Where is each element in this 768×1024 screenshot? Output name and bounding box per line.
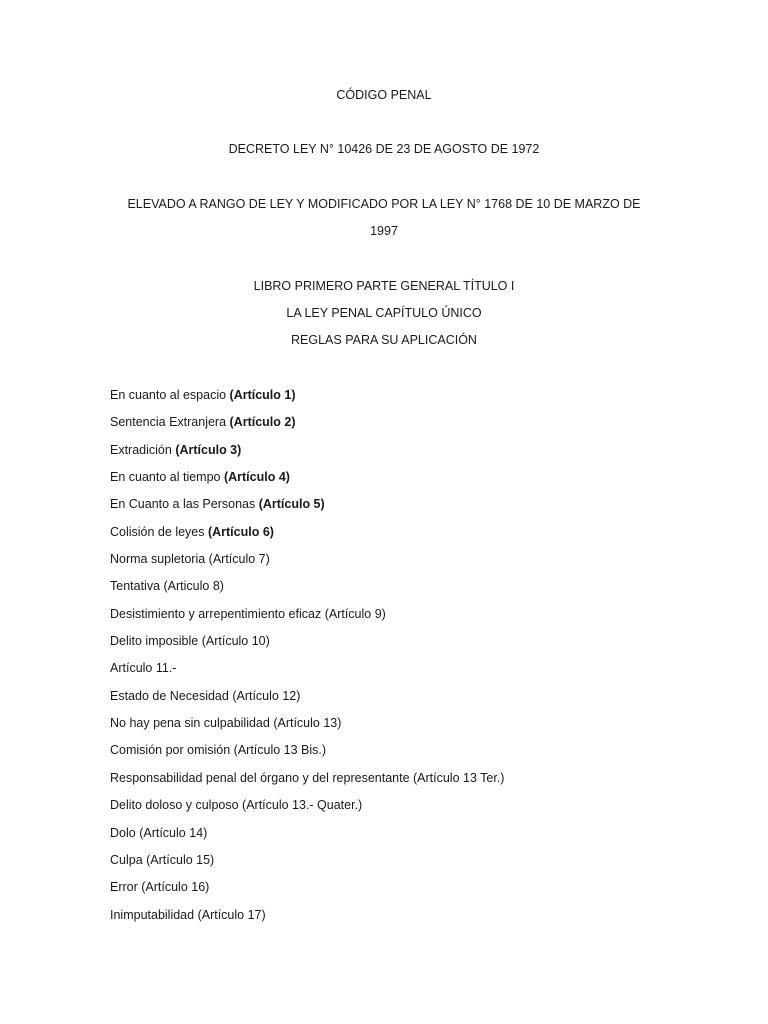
decree-line: DECRETO LEY N° 10426 DE 23 DE AGOSTO DE 1972 [228, 142, 540, 156]
book-heading: LIBRO PRIMERO PARTE GENERAL TÍTULO I [253, 279, 515, 293]
list-item [110, 441, 504, 468]
elevated-line-1: ELEVADO A RANGO DE LEY Y MODIFICADO POR LA LEY N° 1768 DE 10 DE MARZO DE [127, 197, 641, 211]
article-reference: (Artículo 16) [141, 880, 210, 895]
item-label: Artículo 11.- [110, 661, 177, 676]
article-list [110, 386, 504, 933]
article-reference: (Artículo 15) [146, 852, 215, 867]
article-reference: (Artículo 17) [197, 907, 266, 922]
list-item [110, 577, 504, 604]
list-item [110, 632, 504, 659]
list-item [110, 659, 504, 686]
article-reference: (Artículo 3) [175, 442, 242, 457]
article-reference: (Artículo 14) [139, 825, 208, 840]
item-label: Dolo [110, 825, 140, 840]
article-reference: (Artículo 12) [232, 688, 301, 703]
list-item [110, 550, 504, 577]
article-reference: (Artículo 13) [273, 716, 342, 731]
item-label: En Cuanto a las Personas [110, 497, 259, 512]
list-item [110, 523, 504, 550]
list-item [110, 413, 504, 440]
item-label: Colisión de leyes [110, 524, 208, 539]
article-reference: (Artículo 4) [223, 470, 290, 485]
list-item [110, 741, 504, 768]
item-label: Desistimiento y arrepentimiento eficaz [110, 606, 325, 621]
item-label: En cuanto al espacio [110, 388, 230, 402]
list-item [110, 495, 504, 522]
list-item [110, 906, 504, 933]
article-reference: (Artículo 13.- Quater.) [242, 798, 363, 813]
list-item [110, 824, 504, 851]
item-label: No hay pena sin culpabilidad [110, 716, 274, 731]
item-label: Responsabilidad penal del órgano y del representante [110, 770, 413, 785]
item-label: Tentativa [110, 579, 164, 594]
rules-heading: REGLAS PARA SU APLICACIÓN [291, 333, 477, 347]
article-reference: (Artículo 13 Ter.) [413, 770, 505, 785]
article-reference: (Artículo 6) [207, 524, 274, 539]
list-item [110, 796, 504, 823]
article-reference: (Artículo 7) [208, 552, 270, 567]
article-reference: (Artículo 9) [324, 606, 386, 621]
item-label: Delito doloso y culposo [110, 798, 243, 813]
article-reference: (Artículo 10) [201, 634, 270, 649]
article-reference: (Artículo 1) [229, 388, 296, 402]
chapter-heading: LA LEY PENAL CAPÍTULO ÚNICO [286, 306, 482, 320]
item-label: Extradición [110, 442, 176, 457]
article-reference: (Artículo 13 Bis.) [233, 743, 327, 758]
list-item [110, 605, 504, 632]
item-label: Culpa [110, 852, 147, 867]
item-label: Error [110, 880, 142, 895]
article-reference: (Artículo 5) [258, 497, 325, 512]
article-reference: (Artículo 2) [229, 415, 296, 430]
elevated-line-2: 1997 [370, 224, 398, 238]
list-item [110, 386, 504, 413]
list-item [110, 878, 504, 905]
list-item [110, 769, 504, 796]
item-label: Estado de Necesidad [110, 688, 233, 703]
item-label: En cuanto al tiempo [110, 470, 224, 485]
item-label: Norma supletoria [110, 552, 209, 567]
item-label: Sentencia Extranjera [110, 415, 230, 430]
list-item [110, 468, 504, 495]
article-reference: (Articulo 8) [163, 579, 224, 594]
document-title: CÓDIGO PENAL [336, 88, 432, 102]
list-item [110, 687, 504, 714]
item-label: Delito imposible [110, 634, 202, 649]
item-label: Inimputabilidad [110, 907, 198, 922]
item-label: Comisión por omisión [110, 743, 234, 758]
list-item [110, 714, 504, 741]
list-item [110, 851, 504, 878]
